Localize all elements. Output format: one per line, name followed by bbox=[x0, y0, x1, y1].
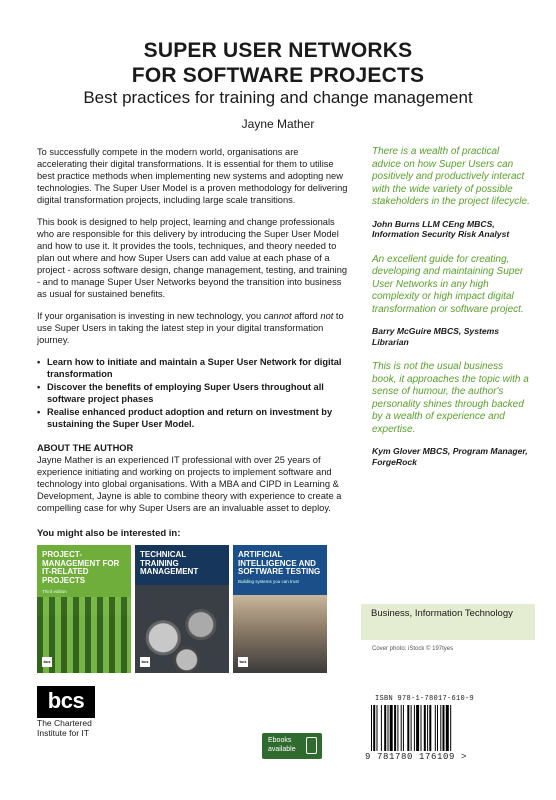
also-interested-label: You might also be interested in: bbox=[37, 528, 181, 539]
benefit-item: • Learn how to initiate and maintain a Super User Network for digital transformation bbox=[37, 356, 349, 380]
related-book-title: TECHNICAL TRAINING MANAGEMENT bbox=[140, 550, 199, 577]
ebooks-available-badge bbox=[262, 733, 322, 759]
intro-paragraph-3: If your organisation is investing in new technology, you cannot afford not to use Super Users in taking the latest step in your digital transformation journey. bbox=[37, 311, 344, 345]
title-line-1: SUPER USER NETWORKS bbox=[143, 39, 413, 62]
related-book-cover[interactable] bbox=[233, 545, 327, 673]
endorsement-author: Kym Glover MBCS, Program Manager, ForgeRock bbox=[372, 446, 528, 467]
endorsement-author: Barry McGuire MBCS, Systems Librarian bbox=[372, 326, 500, 347]
related-book-title: ARTIFICIAL INTELLIGENCE AND SOFTWARE TESTING bbox=[238, 550, 321, 577]
related-book-subtitle: Third edition bbox=[42, 589, 67, 594]
bcs-mini-logo: bcs bbox=[140, 657, 150, 667]
benefit-item: • Realise enhanced product adoption and return on investment by sustaining the Super User Model. bbox=[37, 406, 349, 430]
about-author-heading: ABOUT THE AUTHOR bbox=[37, 443, 134, 453]
barcode-area bbox=[365, 695, 489, 765]
ebooks-label: Ebooks available bbox=[268, 737, 296, 753]
intro-paragraph-2: This book is designed to help project, learning and change professionals who are responsible for this delivery by introducing the Super User Model and how to use it. It provides the tools, techniques, and theory needed to plan out where and how Super Users can add value at each phase of a project - across software design, change management, testing, and training - and to manage Super User Networks beyond the transition into business as usual for sustained benefits. bbox=[37, 217, 348, 299]
related-book-title: PROJECT-MANAGEMENT FOR IT-RELATED PROJECTS bbox=[42, 550, 120, 585]
isbn-label: ISBN 978-1-78017-610-9 bbox=[375, 695, 475, 703]
book-subtitle: Best practices for training and change management bbox=[83, 88, 473, 107]
endorsement-quote: An excellent guide for creating, developing and maintaining Super User Networks in any high complexity or high impact digital transformation or software project. bbox=[372, 253, 524, 315]
book-title bbox=[0, 38, 556, 88]
benefit-list bbox=[37, 356, 349, 430]
bcs-logo: bcs bbox=[37, 686, 95, 718]
ereader-icon bbox=[306, 737, 317, 754]
about-author-text: Jayne Mather is an experienced IT professional with over 25 years of experience initiating and working on projects to implement software and technology into global organisations. With a MBA and CIPD in Learning & Development, Jayne is able to combine theory with experience to create a compelling case for why Super Users are an invaluable asset to deploy. bbox=[37, 455, 342, 513]
cover-photo-credit: Cover photo: iStock © 197tyes bbox=[372, 646, 454, 652]
author-name: Jayne Mather bbox=[241, 117, 315, 131]
blurb-column bbox=[37, 146, 349, 524]
barcode-number: 9 781780 176109 > bbox=[365, 752, 468, 762]
related-book-cover[interactable] bbox=[37, 545, 131, 673]
related-book-subtitle: Building systems you can trust bbox=[238, 579, 299, 584]
endorsement-quote: This is not the usual business book, it approaches the topic with a sense of humour, the author's personality shines through backed by a wealth of experience and expertise. bbox=[372, 361, 529, 435]
related-book-cover[interactable] bbox=[135, 545, 229, 673]
bcs-mini-logo: bcs bbox=[238, 657, 248, 667]
endorsement-author: John Burns LLM CEng MBCS, Information Security Risk Analyst bbox=[372, 218, 510, 239]
quotes-column bbox=[372, 146, 530, 481]
bcs-mini-logo: bcs bbox=[42, 657, 52, 667]
title-line-2: FOR SOFTWARE PROJECTS bbox=[131, 64, 425, 87]
category-box: Business, Information Technology bbox=[361, 604, 535, 640]
intro-paragraph-1: To successfully compete in the modern world, organisations are accelerating their digital transformations. It is essential for them to utilise best practice methods when implementing new systems and adopting new technologies. The Super User Model is a proven methodology for delivering digital transformation projects, including large scale transitions. bbox=[37, 147, 348, 205]
barcode-icon bbox=[371, 705, 483, 751]
endorsement-quote: There is a wealth of practical advice on how Super Users can positively and productively interact with the wide variety of possible stakeholders in the project lifecycle. bbox=[372, 146, 530, 207]
benefit-item: • Discover the benefits of employing Super Users throughout all software project phases bbox=[37, 381, 349, 405]
bcs-tagline: The Chartered Institute for IT bbox=[37, 718, 92, 738]
